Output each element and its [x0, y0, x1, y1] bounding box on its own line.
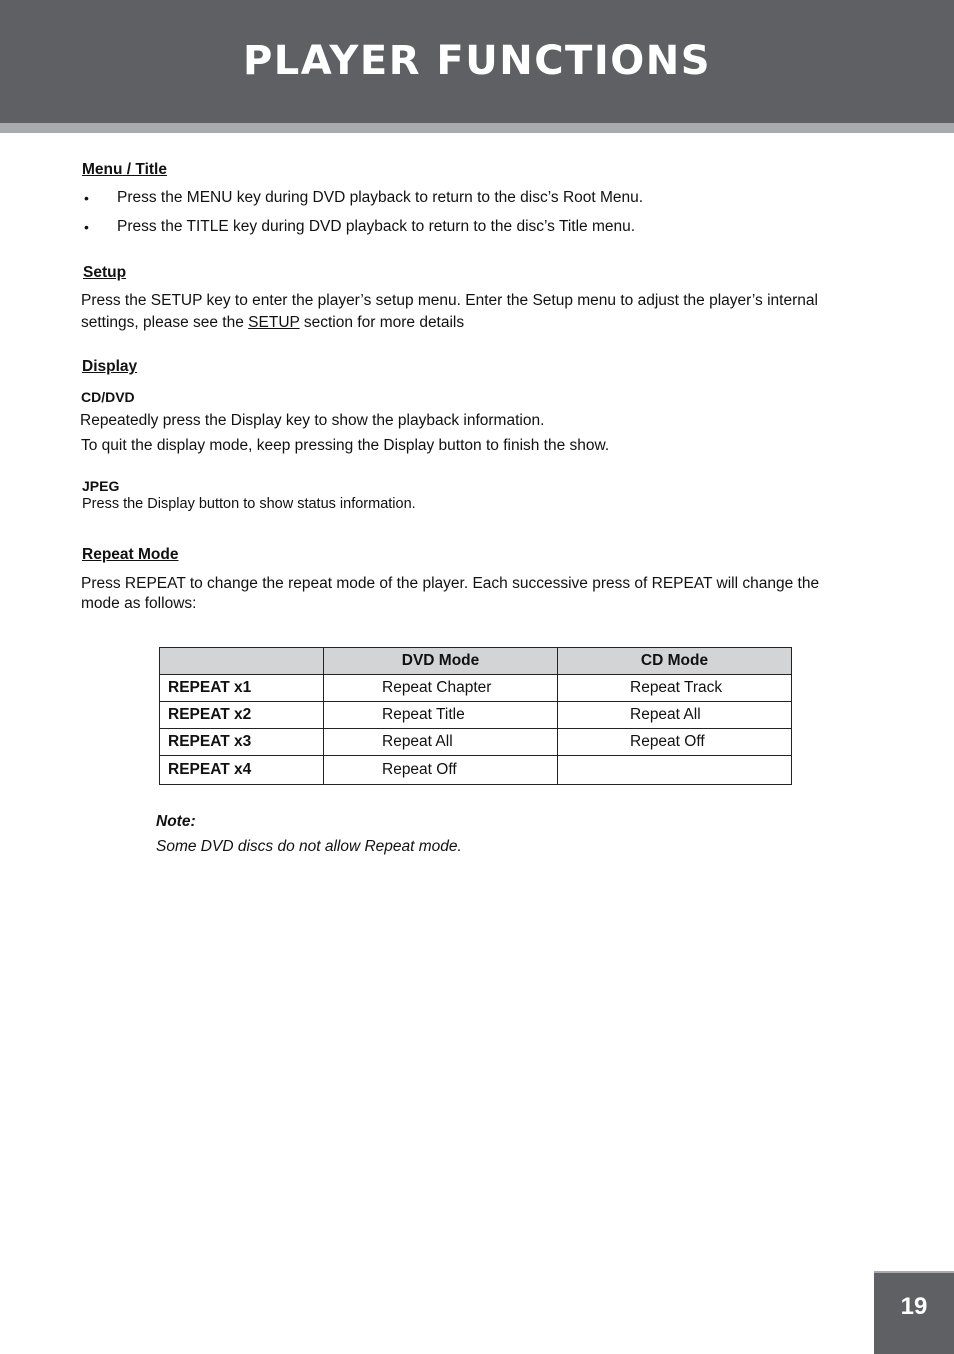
- bullet-dot: •: [84, 190, 89, 206]
- table-row: [160, 756, 792, 785]
- dvd-mode-cell: Repeat Title: [324, 702, 558, 729]
- display-cd-line-1: Repeatedly press the Display key to show the playback information.: [80, 412, 545, 429]
- display-jpeg-line: Press the Display button to show status information.: [82, 496, 416, 512]
- cd-mode-cell: Repeat Off: [558, 729, 792, 756]
- page-title: PLAYER FUNCTIONS: [242, 38, 712, 84]
- row-label: REPEAT x3: [160, 729, 324, 756]
- dvd-mode-cell: Repeat Chapter: [324, 675, 558, 702]
- table-row: [160, 675, 792, 702]
- cd-mode-cell: Repeat Track: [558, 675, 792, 702]
- setup-section-link[interactable]: SETUP: [248, 314, 300, 331]
- setup-line-2-post: section for more details: [299, 314, 465, 331]
- repeat-line-1: Press REPEAT to change the repeat mode of the player. Each successive press of REPEAT will change the: [81, 575, 820, 592]
- jpeg-label: JPEG: [82, 478, 120, 494]
- bullet-dot: •: [84, 219, 89, 235]
- menu-bullet-2: Press the TITLE key during DVD playback to return to the disc’s Title menu.: [117, 218, 636, 235]
- repeat-line-2: mode as follows:: [81, 595, 197, 612]
- display-cd-line-2: To quit the display mode, keep pressing the Display button to finish the show.: [81, 437, 610, 454]
- table-row: [160, 729, 792, 756]
- row-label: REPEAT x2: [160, 702, 324, 729]
- table-header-dvd: DVD Mode: [324, 648, 558, 675]
- cd-mode-cell: [558, 756, 792, 785]
- cd-mode-cell: Repeat All: [558, 702, 792, 729]
- row-label: REPEAT x4: [160, 756, 324, 785]
- menu-bullet-1: Press the MENU key during DVD playback to return to the disc’s Root Menu.: [117, 189, 644, 206]
- table-row: [160, 702, 792, 729]
- row-label: REPEAT x1: [160, 675, 324, 702]
- repeat-mode-table: [159, 647, 792, 785]
- setup-line-2-pre: settings, please see the: [81, 314, 249, 331]
- table-header-row: [160, 648, 792, 675]
- header-stripe: [0, 123, 954, 133]
- note-title: Note:: [156, 813, 196, 830]
- setup-line-1: Press the SETUP key to enter the player’s setup menu. Enter the Setup menu to adjust the player’s internal: [81, 292, 818, 309]
- dvd-mode-cell: Repeat Off: [324, 756, 558, 785]
- dvd-mode-cell: Repeat All: [324, 729, 558, 756]
- cd-dvd-label: CD/DVD: [81, 389, 135, 405]
- page-number-box-edge: [874, 1271, 954, 1273]
- table-header-empty: [160, 648, 324, 675]
- table-header-cd: CD Mode: [558, 648, 792, 675]
- note-text: Some DVD discs do not allow Repeat mode.: [156, 838, 462, 855]
- page-number: 19: [900, 1293, 928, 1320]
- menu-title-heading: Menu / Title: [82, 161, 167, 178]
- display-heading: Display: [82, 358, 138, 375]
- setup-line-2: [81, 314, 464, 332]
- repeat-mode-heading: Repeat Mode: [82, 546, 179, 563]
- setup-heading: Setup: [83, 264, 127, 281]
